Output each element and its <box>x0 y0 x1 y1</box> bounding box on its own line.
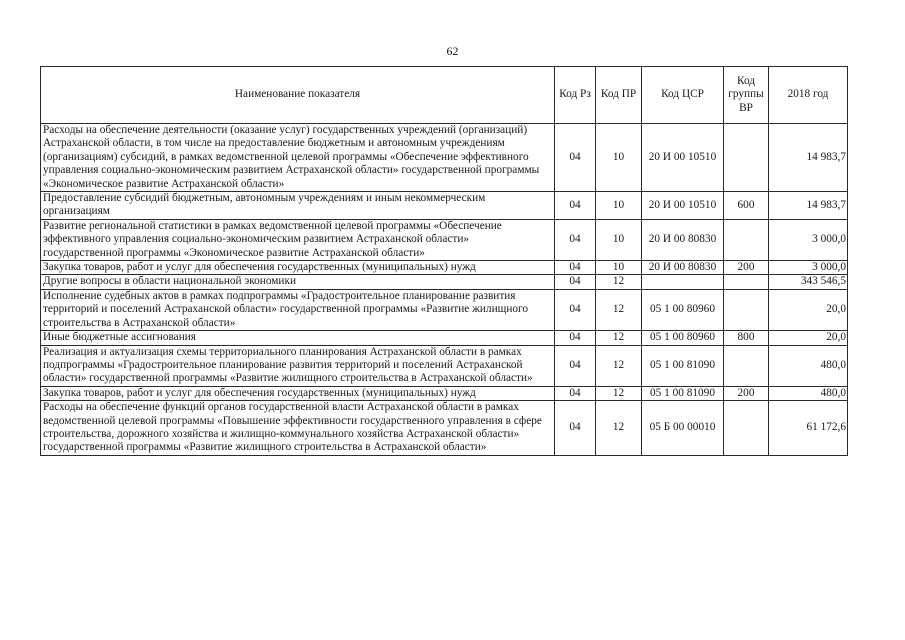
row-name: Предоставление субсидий бюджетным, автономным учреждениям и иным некоммерческим организациям <box>41 192 555 220</box>
header-year: 2018 год <box>769 67 848 124</box>
row-amount: 480,0 <box>769 386 848 400</box>
row-csr: 20 И 00 80830 <box>642 219 724 260</box>
table-row <box>41 401 848 456</box>
row-rz: 04 <box>555 401 596 456</box>
row-amount: 3 000,0 <box>769 261 848 275</box>
row-amount: 20,0 <box>769 331 848 345</box>
table-row <box>41 124 848 192</box>
table-row <box>41 219 848 260</box>
header-rz: Код Рз <box>555 67 596 124</box>
table-row <box>41 275 848 289</box>
row-amount: 61 172,6 <box>769 401 848 456</box>
row-pr: 12 <box>596 401 642 456</box>
row-name: Реализация и актуализация схемы территориального планирования Астраханской области в рамках подпрограммы «Градостроительное планирование развития территорий и поселений Астраханской области» государственной программы «Развитие жилищного строительства в Астраханской области» <box>41 345 555 386</box>
row-rz: 04 <box>555 261 596 275</box>
row-name: Другие вопросы в области национальной экономики <box>41 275 555 289</box>
row-vr: 200 <box>724 386 769 400</box>
row-name: Иные бюджетные ассигнования <box>41 331 555 345</box>
row-rz: 04 <box>555 386 596 400</box>
row-vr: 800 <box>724 331 769 345</box>
row-csr: 05 1 00 81090 <box>642 386 724 400</box>
page-number: 62 <box>446 44 459 58</box>
row-pr: 10 <box>596 192 642 220</box>
row-csr: 20 И 00 10510 <box>642 124 724 192</box>
header-vr: Код группы ВР <box>724 67 769 124</box>
table-header-row <box>41 67 848 124</box>
row-rz: 04 <box>555 289 596 330</box>
row-vr <box>724 401 769 456</box>
row-csr <box>642 275 724 289</box>
table-row <box>41 331 848 345</box>
row-amount: 14 983,7 <box>769 192 848 220</box>
header-pr: Код ПР <box>596 67 642 124</box>
row-vr: 200 <box>724 261 769 275</box>
row-amount: 14 983,7 <box>769 124 848 192</box>
header-csr: Код ЦСР <box>642 67 724 124</box>
row-amount: 480,0 <box>769 345 848 386</box>
table-row <box>41 192 848 220</box>
row-name: Закупка товаров, работ и услуг для обеспечения государственных (муниципальных) нужд <box>41 386 555 400</box>
table-row <box>41 261 848 275</box>
row-pr: 12 <box>596 289 642 330</box>
row-rz: 04 <box>555 124 596 192</box>
row-pr: 12 <box>596 331 642 345</box>
row-vr <box>724 124 769 192</box>
row-vr <box>724 275 769 289</box>
row-csr: 05 1 00 80960 <box>642 289 724 330</box>
row-amount: 343 546,5 <box>769 275 848 289</box>
row-pr: 12 <box>596 345 642 386</box>
row-pr: 10 <box>596 261 642 275</box>
row-name: Расходы на обеспечение функций органов государственной власти Астраханской области в рамках ведомственной целевой программы «Повышение эффективности государственного управления в сфере строительства, дорожного хозяйства и жилищно-коммунального хозяйства Астраханской области» государственной программы «Развитие жилищного строительства в Астраханской области» <box>41 401 555 456</box>
row-name: Расходы на обеспечение деятельности (оказание услуг) государственных учреждений (организаций) Астраханской области, в том числе на предоставление бюджетным и автономным учреждениям (организациям) субсидий, в рамках ведомственной целевой программы «Обеспечение эффективного управления социально-экономическим развитием Астраханской области» государственной программы «Экономическое развитие Астраханской области» <box>41 124 555 192</box>
row-amount: 20,0 <box>769 289 848 330</box>
table-row <box>41 345 848 386</box>
row-vr <box>724 289 769 330</box>
table-row <box>41 289 848 330</box>
table-row <box>41 386 848 400</box>
row-vr: 600 <box>724 192 769 220</box>
row-rz: 04 <box>555 219 596 260</box>
row-name: Развитие региональной статистики в рамках ведомственной целевой программы «Обеспечение эффективного управления социально-экономическим развитием Астраханской области» государственной программы «Экономическое развитие Астраханской области» <box>41 219 555 260</box>
row-name: Исполнение судебных актов в рамках подпрограммы «Градостроительное планирование развития территорий и поселений Астраханской области» государственной программы «Развитие жилищного строительства в Астраханской области» <box>41 289 555 330</box>
row-rz: 04 <box>555 345 596 386</box>
row-pr: 10 <box>596 219 642 260</box>
row-vr <box>724 219 769 260</box>
row-rz: 04 <box>555 331 596 345</box>
row-pr: 12 <box>596 275 642 289</box>
row-rz: 04 <box>555 192 596 220</box>
row-csr: 05 Б 00 00010 <box>642 401 724 456</box>
row-csr: 05 1 00 81090 <box>642 345 724 386</box>
row-name: Закупка товаров, работ и услуг для обеспечения государственных (муниципальных) нужд <box>41 261 555 275</box>
row-pr: 12 <box>596 386 642 400</box>
budget-table <box>40 66 848 456</box>
row-vr <box>724 345 769 386</box>
row-csr: 05 1 00 80960 <box>642 331 724 345</box>
row-pr: 10 <box>596 124 642 192</box>
row-rz: 04 <box>555 275 596 289</box>
row-amount: 3 000,0 <box>769 219 848 260</box>
header-name: Наименование показателя <box>41 67 555 124</box>
row-csr: 20 И 00 80830 <box>642 261 724 275</box>
row-csr: 20 И 00 10510 <box>642 192 724 220</box>
